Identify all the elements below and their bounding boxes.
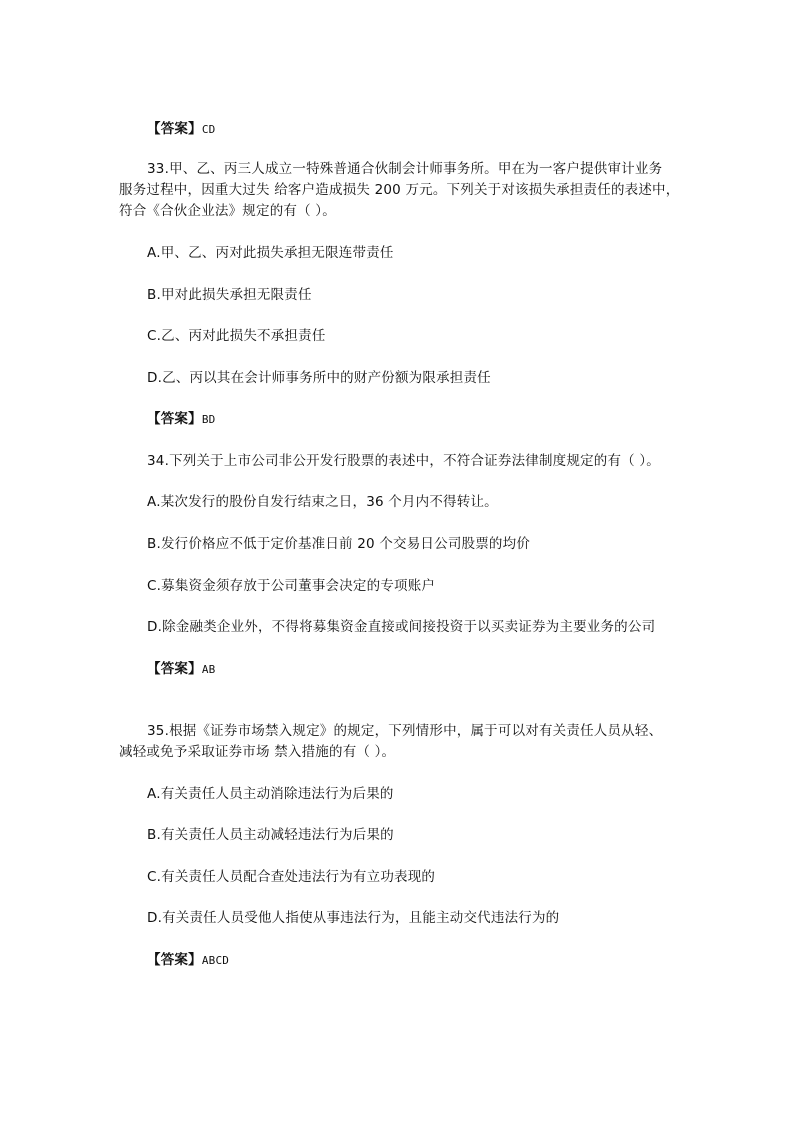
- question-33-option-d: D.乙、丙以其在会计师事务所中的财产份额为限承担责任: [147, 370, 491, 386]
- answer-line-35: [147, 952, 229, 969]
- answer-value: BD: [201, 413, 216, 426]
- question-33-text-line-3: 符合《合伙企业法》规定的有（ ）。: [119, 203, 336, 219]
- question-35-option-d: D.有关责任人员受他人指使从事违法行为，且能主动交代违法行为的: [147, 910, 560, 926]
- answer-line-32: [147, 121, 215, 138]
- question-33-option-b: B.甲对此损失承担无限责任: [147, 287, 312, 303]
- answer-label: 【答案】: [147, 121, 202, 137]
- question-35-option-b: B.有关责任人员主动减轻违法行为后果的: [147, 827, 394, 843]
- answer-label: 【答案】: [147, 411, 202, 427]
- question-34-option-c: C.募集资金须存放于公司董事会决定的专项账户: [147, 578, 436, 594]
- question-33-option-a: A.甲、乙、丙对此损失承担无限连带责任: [147, 245, 394, 261]
- question-35-option-a: A.有关责任人员主动消除违法行为后果的: [147, 786, 394, 802]
- question-34-text-line-1: 34.下列关于上市公司非公开发行股票的表述中，不符合证券法律制度规定的有（ ）。: [147, 453, 661, 469]
- answer-value: CD: [201, 123, 216, 136]
- question-33-text-line-1: 33.甲、乙、丙三人成立一特殊普通合伙制会计师事务所。甲在为一客户提供审计业务: [147, 161, 663, 177]
- question-34-option-a: A.某次发行的股份自发行结束之日，36 个月内不得转让。: [147, 494, 498, 510]
- answer-line-34: [147, 661, 215, 678]
- question-33-option-c: C.乙、丙对此损失不承担责任: [147, 328, 326, 344]
- question-34-option-d: D.除金融类企业外，不得将募集资金直接或间接投资于以买卖证券为主要业务的公司: [147, 619, 656, 635]
- question-35-text-line-1: 35.根据《证券市场禁入规定》的规定，下列情形中，属于可以对有关责任人员从轻、: [147, 723, 663, 739]
- question-34-option-b: B.发行价格应不低于定价基准日前 20 个交易日公司股票的均价: [147, 536, 531, 552]
- answer-label: 【答案】: [147, 661, 202, 677]
- question-35-option-c: C.有关责任人员配合查处违法行为有立功表现的: [147, 869, 436, 885]
- question-33-text-line-2: 服务过程中，因重大过失 给客户造成损失 200 万元。下列关于对该损失承担责任的表述中，: [119, 182, 680, 198]
- question-35-text-line-2: 减轻或免予采取证券市场 禁入措施的有（ ）。: [119, 744, 396, 760]
- answer-value: ABCD: [201, 954, 230, 967]
- answer-value: AB: [201, 663, 216, 676]
- answer-label: 【答案】: [147, 952, 202, 968]
- answer-line-33: [147, 411, 215, 428]
